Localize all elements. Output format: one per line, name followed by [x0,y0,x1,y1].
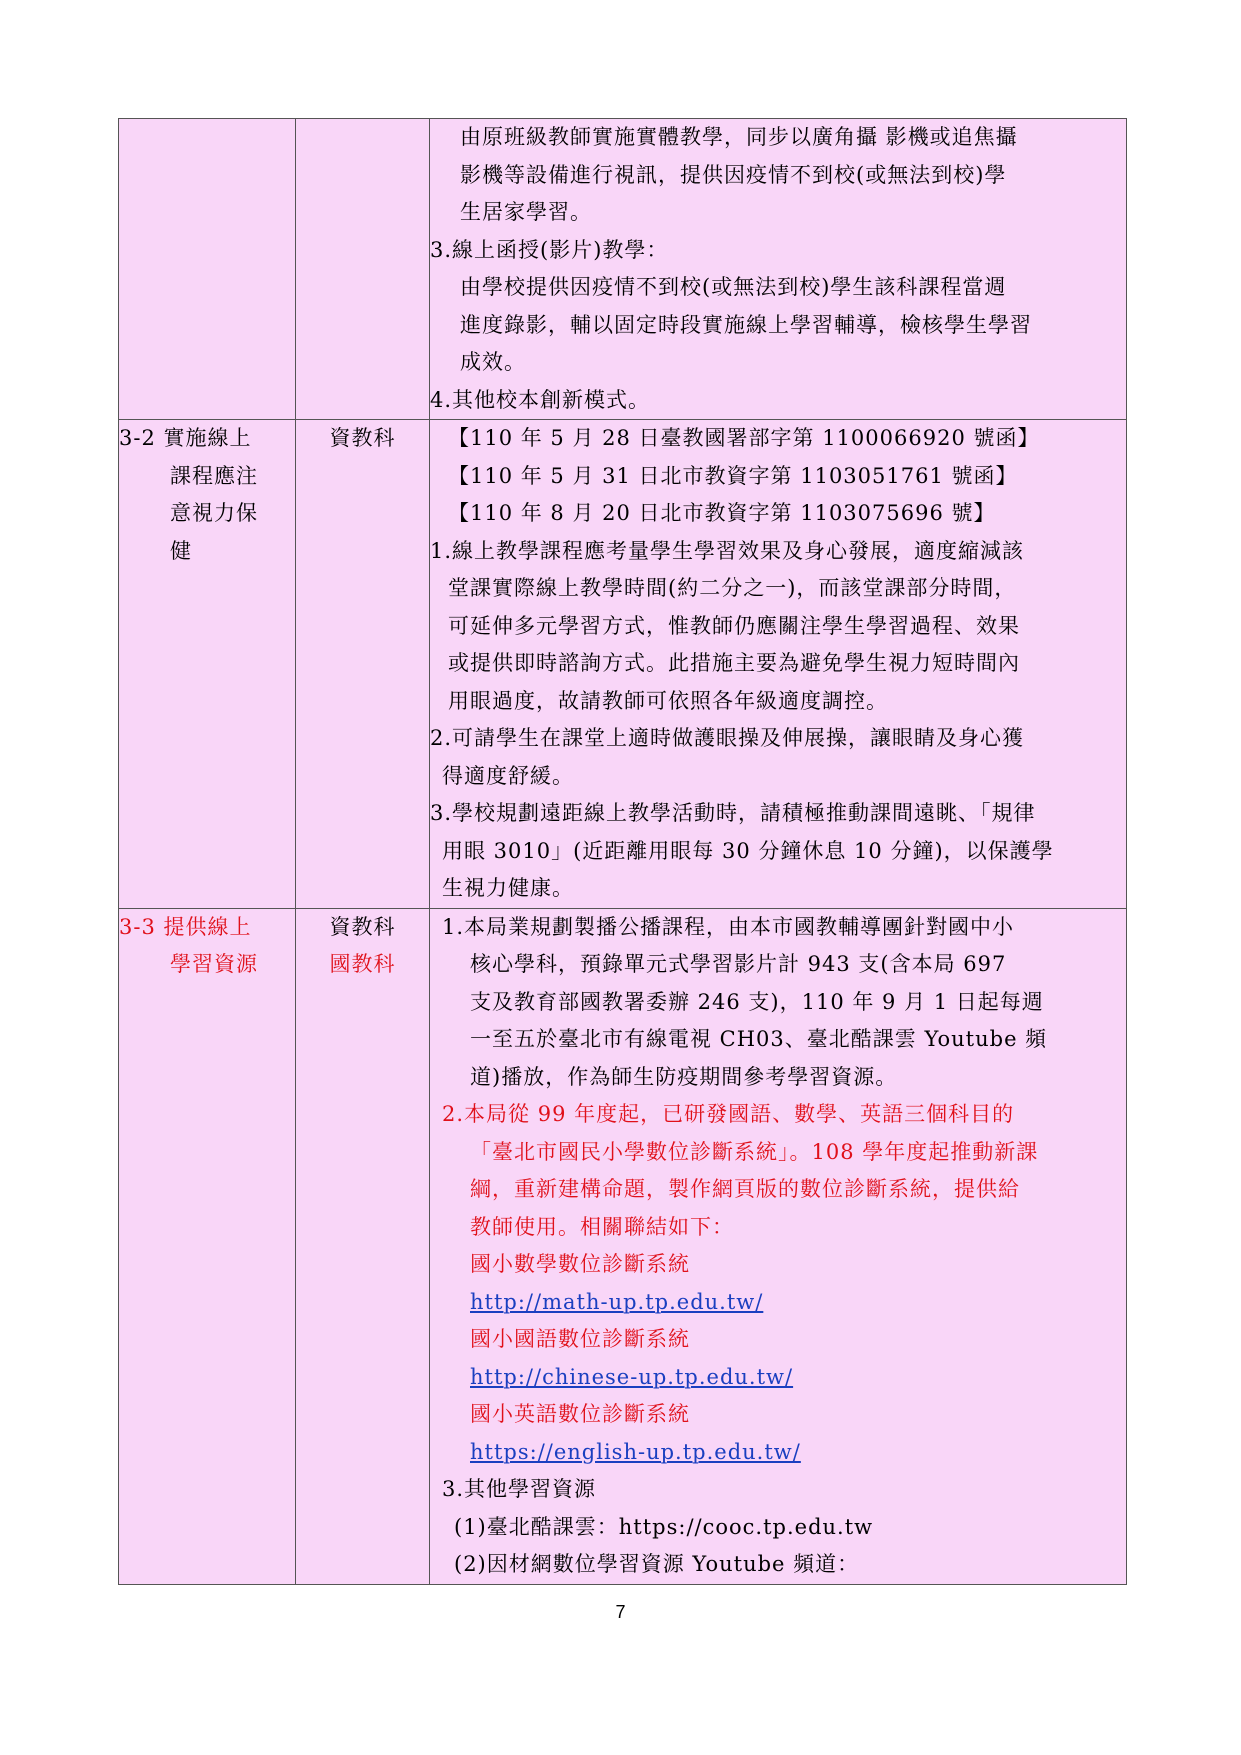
content-line: 【110 年 8 月 20 日北市教資字第 1103075696 號】 [448,501,996,525]
math-diagnosis-link[interactable]: http://math-up.tp.edu.tw/ [470,1289,764,1314]
content-line: 由學校提供因疫情不到校(或無法到校)學生該科課程當週 [460,275,1007,299]
content-line: 綱，重新建構命題，製作網頁版的數位診斷系統，提供給 [470,1177,1020,1201]
content-line: 2.本局從 99 年度起，已研發國語、數學、英語三個科目的 [442,1102,1015,1126]
content-line: 由原班級教師實施實體教學，同步以廣角攝 影機或追焦攝 [460,125,1018,149]
content-line: (1)臺北酷課雲：https://cooc.tp.edu.tw [454,1514,874,1539]
table-row [119,420,1127,909]
dept-cell [296,908,430,1584]
content-line: 用眼 3010」(近距離用眼每 30 分鐘休息 10 分鐘)，以保護學 [442,838,1054,863]
category-title: 3-3 提供線上 [119,914,252,939]
policy-table [118,118,1127,1585]
dept-label: 資教科 [329,426,396,450]
content-line: 2.可請學生在課堂上適時做護眼操及伸展操，讓眼睛及身心獲 [430,726,1025,750]
content-line: 核心學科，預錄單元式學習影片計 943 支(含本局 697 [470,952,1007,976]
page-number: 7 [615,1602,626,1622]
category-cell [119,119,296,420]
dept-label: 資教科 [329,914,396,939]
content-line: 「臺北市國民小學數位診斷系統」。108 學年度起推動新課 [470,1139,1039,1164]
content-line: 4.其他校本創新模式。 [430,387,651,412]
content-line: (2)因材網數位學習資源 Youtube 頻道： [454,1552,860,1576]
link-title: 國小數學數位診斷系統 [470,1252,690,1276]
content-line: 1.線上教學課程應考量學生學習效果及身心發展，適度縮減該 [430,538,1025,563]
content-line: 成效。 [460,350,526,374]
link-title: 國小英語數位診斷系統 [470,1402,690,1426]
content-line: 支及教育部國教署委辦 246 支)，110 年 9 月 1 日起每週 [470,989,1044,1014]
content-line [430,1284,1126,1322]
content-line [430,1434,1126,1472]
chinese-diagnosis-link[interactable]: http://chinese-up.tp.edu.tw/ [470,1364,794,1389]
content-line: 或提供即時諮詢方式。此措施主要為避免學生視力短時間內 [448,651,1020,675]
content-line: 道)播放，作為師生防疫期間參考學習資源。 [470,1064,898,1089]
content-line: 【110 年 5 月 31 日北市教資字第 1103051761 號函】 [448,463,1018,488]
content-line: 得適度舒緩。 [442,763,574,788]
content-line: 3.其他學習資源 [442,1477,597,1501]
content-line [430,1359,1126,1397]
content-line: 一至五於臺北市有線電視 CH03、臺北酷課雲 Youtube 頻 [470,1027,1048,1051]
content-line: 用眼過度，故請教師可依照各年級適度調控。 [448,688,888,713]
table-row [119,119,1127,420]
link-title: 國小國語數位診斷系統 [470,1327,690,1351]
category-cell [119,420,296,909]
content-line: 堂課實際線上教學時間(約二分之一)，而該堂課部分時間， [448,576,1017,600]
content-line: 3.線上函授(影片)教學： [430,237,669,262]
category-line: 學習資源 [170,952,258,976]
content-line: 【110 年 5 月 28 日臺教國署部字第 1100066920 號函】 [448,426,1040,450]
category-cell [119,908,296,1584]
content-line: 3.學校規劃遠距線上教學活動時，請積極推動課間遠眺、「規律 [430,801,1036,825]
category-title: 3-2 實施線上 [119,426,252,450]
dept-cell [296,119,430,420]
category-line: 健 [170,538,192,563]
content-cell [430,908,1127,1584]
english-diagnosis-link[interactable]: https://english-up.tp.edu.tw/ [470,1439,801,1464]
content-cell [430,420,1127,909]
content-line: 生視力健康。 [442,876,574,900]
category-line: 課程應注 [170,463,258,488]
content-line: 教師使用。相關聯結如下： [470,1214,734,1239]
dept-label: 國教科 [329,952,396,976]
content-line: 進度錄影，輔以固定時段實施線上學習輔導，檢核學生學習 [460,312,1032,337]
table-row [119,908,1127,1584]
content-line: 生居家學習。 [460,200,592,224]
content-line: 可延伸多元學習方式，惟教師仍應關注學生學習過程、效果 [448,613,1020,638]
dept-cell [296,420,430,909]
category-line: 意視力保 [170,501,258,525]
content-cell [430,119,1127,420]
content-line: 影機等設備進行視訊，提供因疫情不到校(或無法到校)學 [460,162,1007,187]
content-line: 1.本局業規劃製播公播課程，由本市國教輔導團針對國中小 [442,914,1015,939]
